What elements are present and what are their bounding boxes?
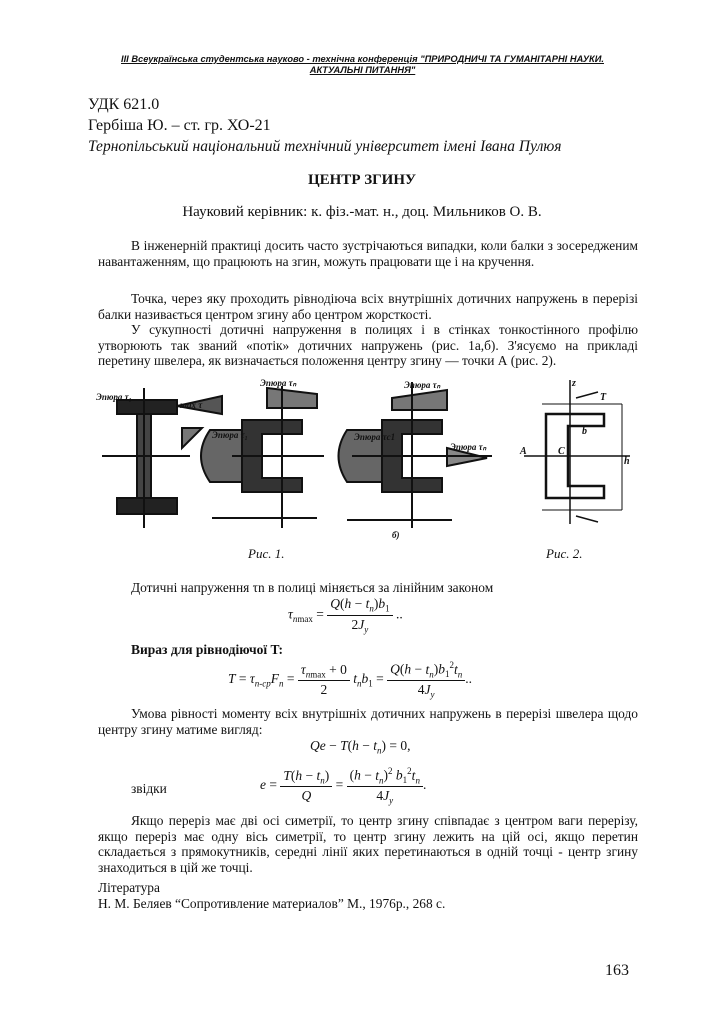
paragraph-1: В інженерній практиці досить часто зустрічаються випадки, коли балки з зосередженим навантаженням, що працюють на згин, можуть працювати ще і на кручення. <box>98 238 638 269</box>
udk: УДК 621.0 <box>88 96 160 113</box>
fig2-label-z: z <box>572 378 576 389</box>
paragraph-3: У сукупності дотичні напруження в полицях і в стінках тонкостінного профілю утворюють так званий «потік» дотичних напружень (рис. 1а,б). З'ясуємо на прикладі перетину швелера, як визначається положення центру згину — точки А (рис. 2). <box>98 322 638 369</box>
fig1-label-epure-tc1: Эпюра τc1 <box>354 432 396 442</box>
fig1-label-epure-tn3: Эпюра τₙ <box>450 442 487 452</box>
word-zvidky: звідки <box>131 781 167 796</box>
university: Тернопільський національний технічний університет імені Івана Пулюя <box>88 138 562 155</box>
fig2-label-A: A <box>520 446 527 457</box>
fig1-label-max: max τ <box>180 400 203 410</box>
conclusion-paragraph: Якщо переріз має дві осі симетрії, то центр згину співпадає з центром ваги перерізу, якщо переріз має одну вісь симетрії, то центр згину лежить на цій осі, якщо перетин складається з прямокутників, середні лінії яких перетинаються в одній точці - центр згину знаходиться в цій же точці. <box>98 813 638 875</box>
equation-e: e = $\frac{T(h - t_n)}{Q}$ = $\frac{(h - t_n)^2 b_1^2t_n}{4J_y}$ . <box>260 766 427 806</box>
figure-1 <box>92 378 512 543</box>
literature-heading: Література <box>98 880 160 895</box>
equation-moment: $Qe - T(h - t_n) = 0$, <box>310 738 411 756</box>
conference-header-line1: ІІІ Всеукраїнська студентська науково - технічна конференція "ПРИРОДНИЧІ ТА ГУМАНІТАРНІ НАУКИ. <box>121 54 604 64</box>
figure-2-caption: Рис. 2. <box>546 546 583 561</box>
equation-tau-max: $\tau_{nmax}$ = $\frac{Q(h - t_n)b_1}{2J_y}$ .. <box>288 596 403 635</box>
fig2-label-T: T <box>600 392 607 403</box>
tau-linear-text: Дотичні напруження τn в полиці міняється за лінійним законом <box>131 580 494 595</box>
moment-text: Умова рівності моменту всіх внутрішніх дотичних напружень в перерізі швелера щодо центру згину матиме вигляд: <box>98 706 638 737</box>
fig1-label-b: б) <box>392 530 400 540</box>
fig1-label-epure-t1b: Эпюра τ₁ <box>212 430 248 440</box>
conference-header-line2: АКТУАЛЬНІ ПИТАННЯ" <box>309 65 416 75</box>
equation-resultant-T: $T = \tau_{n-cp}F_n$ = $\frac{\tau_{nmax} + 0}{2}$ $t_nb_1$ = $\frac{Q(h - t_n)b_1^2t_n}{4J_y}$ .. <box>228 660 472 700</box>
fig2-label-b: b <box>582 426 587 437</box>
paragraph-2: Точка, через яку проходить рівнодіюча всіх внутрішніх дотичних напружень в перерізі балки називається центром згину або центром жорсткості. <box>98 291 638 322</box>
subheading-resultant: Вираз для рівнодіючої T: <box>131 642 283 657</box>
fig2-label-C: C <box>558 446 565 457</box>
literature-item: Н. М. Беляев “Сопротивление материалов” М., 1976р., 268 с. <box>98 896 446 911</box>
page-number: 163 <box>605 962 629 979</box>
figure-1-caption: Рис. 1. <box>248 546 285 561</box>
supervisor: Науковий керівник: к. фіз.-мат. н., доц. Мильников О. В. <box>182 204 542 220</box>
figure-2 <box>512 374 642 544</box>
author: Гербіша Ю. – ст. гр. ХО-21 <box>88 117 271 134</box>
fig1-label-epure-tn: Эпюра τₙ <box>260 378 297 388</box>
paper-title: ЦЕНТР ЗГИНУ <box>307 172 417 188</box>
fig1-label-epure-t1: Эпюра τ₁ <box>96 392 132 402</box>
conference-header <box>90 54 635 76</box>
fig1-label-epure-tn2: Эпюра τₙ <box>404 380 441 390</box>
fig2-label-h: h <box>624 456 630 467</box>
